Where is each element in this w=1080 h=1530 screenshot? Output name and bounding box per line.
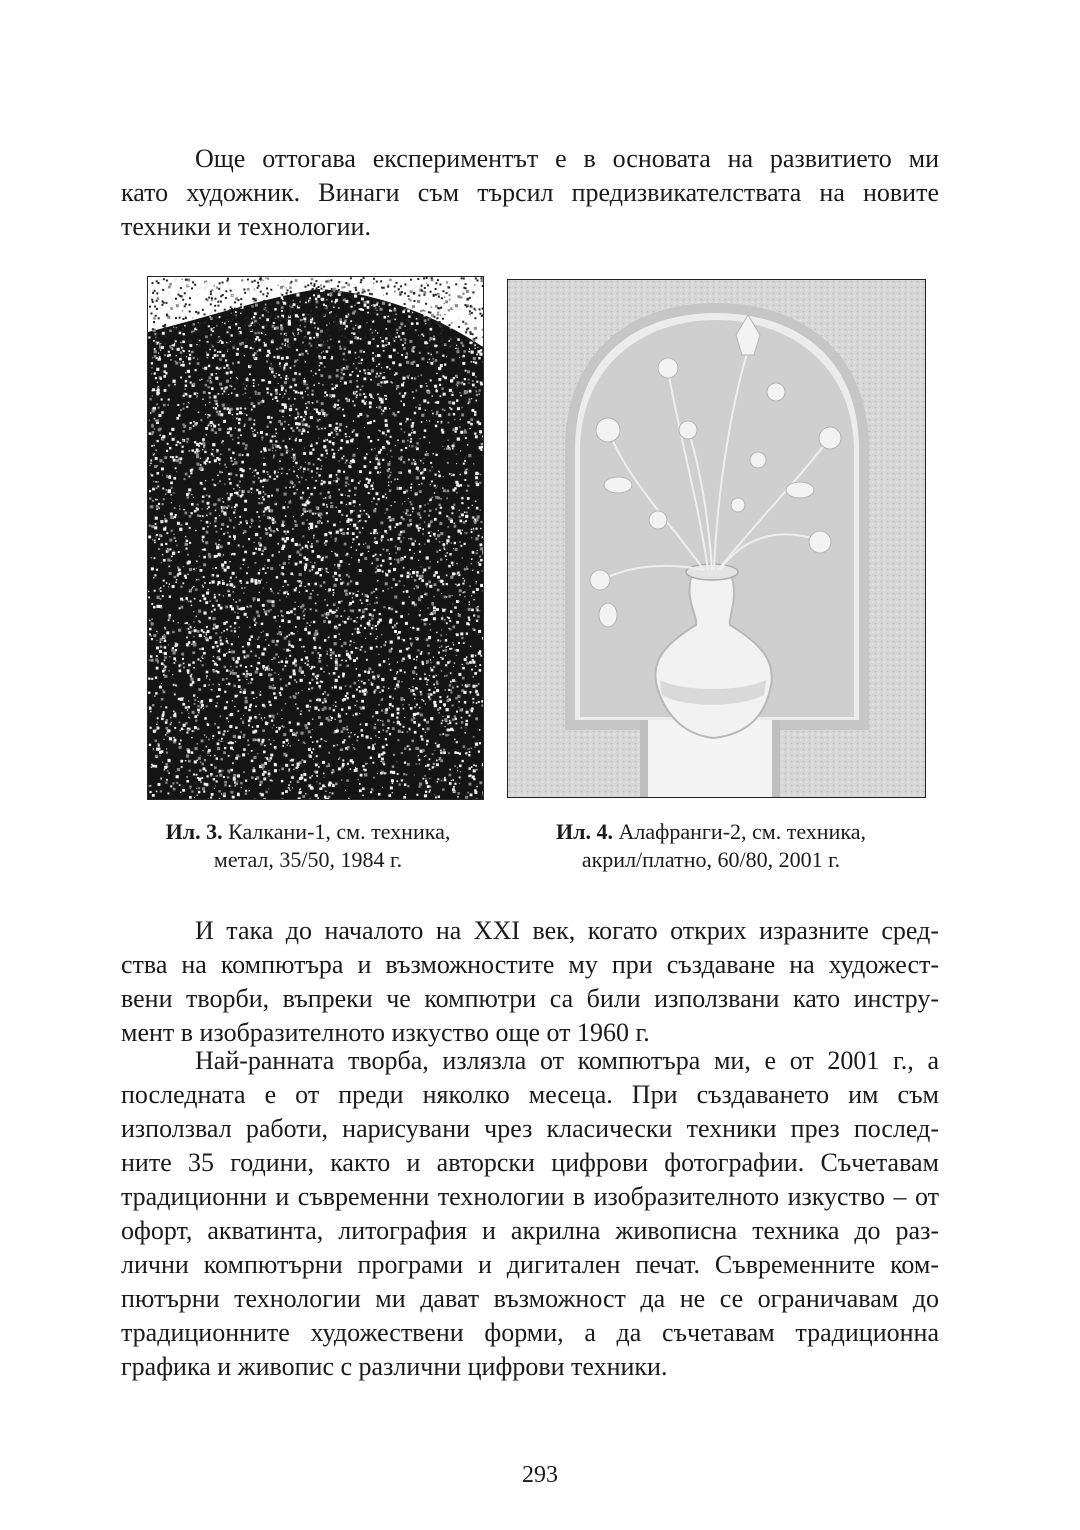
text-line: Най-ранната творба, излязла от компютъра ми, е от 2001 г., а (195, 1046, 939, 1075)
text-line: Още оттогава експериментът е в основата на развитието ми (195, 144, 939, 173)
text-line: като художник. Винаги съм търсил предизвикателствата на новите (121, 178, 939, 207)
text-line: мент в изобразителното изкуство още от 1960 г. (121, 1018, 650, 1047)
text-line: ните 35 години, както и авторски цифрови фотографии. Съчетавам (121, 1148, 939, 1177)
page-number: 293 (522, 1462, 558, 1488)
text-line: традиционни и съвременни технологии в изобразителното изкуство – от (121, 1182, 939, 1211)
text-line: офорт, акватинта, литография и акрилна живописна техника до раз- (121, 1216, 939, 1245)
text-line: графика и живопис с различни цифрови техники. (121, 1352, 668, 1381)
figure-label: Ил. 3. (165, 819, 223, 844)
caption-line: Калкани-1, см. техника, (228, 819, 451, 844)
paragraph-3 (121, 1044, 939, 1384)
speckle-texture (148, 277, 483, 799)
text-line: техники и технологии. (121, 212, 371, 241)
vase-relief (508, 280, 925, 797)
text-line: ства на компютъра и възможностите му при създаване на художест- (121, 950, 939, 979)
paragraph-1 (121, 142, 939, 244)
text-line: лични компютърни програми и дигитален печат. Съвременните ком- (121, 1250, 939, 1279)
text-line: пютърни технологии ми дават възможност да не се ограничавам до (121, 1284, 939, 1313)
text-line: последната е от преди няколко месеца. При създаването им съм (121, 1080, 939, 1109)
text-line: И така до началото на XXI век, когато открих изразните сред- (195, 916, 939, 945)
paragraph-2 (121, 914, 939, 1050)
figure-label: Ил. 4. (556, 819, 613, 844)
caption-line: метал, 35/50, 1984 г. (213, 847, 403, 872)
text-line: вени творби, въпреки че компютри са били използвани като инстру- (121, 984, 939, 1013)
text-line: традиционните художествени форми, а да съчетавам традиционна (121, 1318, 939, 1347)
caption-line: акрил/платно, 60/80, 2001 г. (581, 847, 841, 872)
illustration-4-image (507, 279, 926, 798)
text-line: използвал работи, нарисувани чрез класически техники през послед- (121, 1114, 939, 1143)
illustration-3-image (147, 276, 484, 800)
illustration-3-caption (108, 818, 508, 874)
illustration-4-caption (511, 818, 911, 874)
caption-line: Алафранги-2, см. техника, (618, 819, 866, 844)
